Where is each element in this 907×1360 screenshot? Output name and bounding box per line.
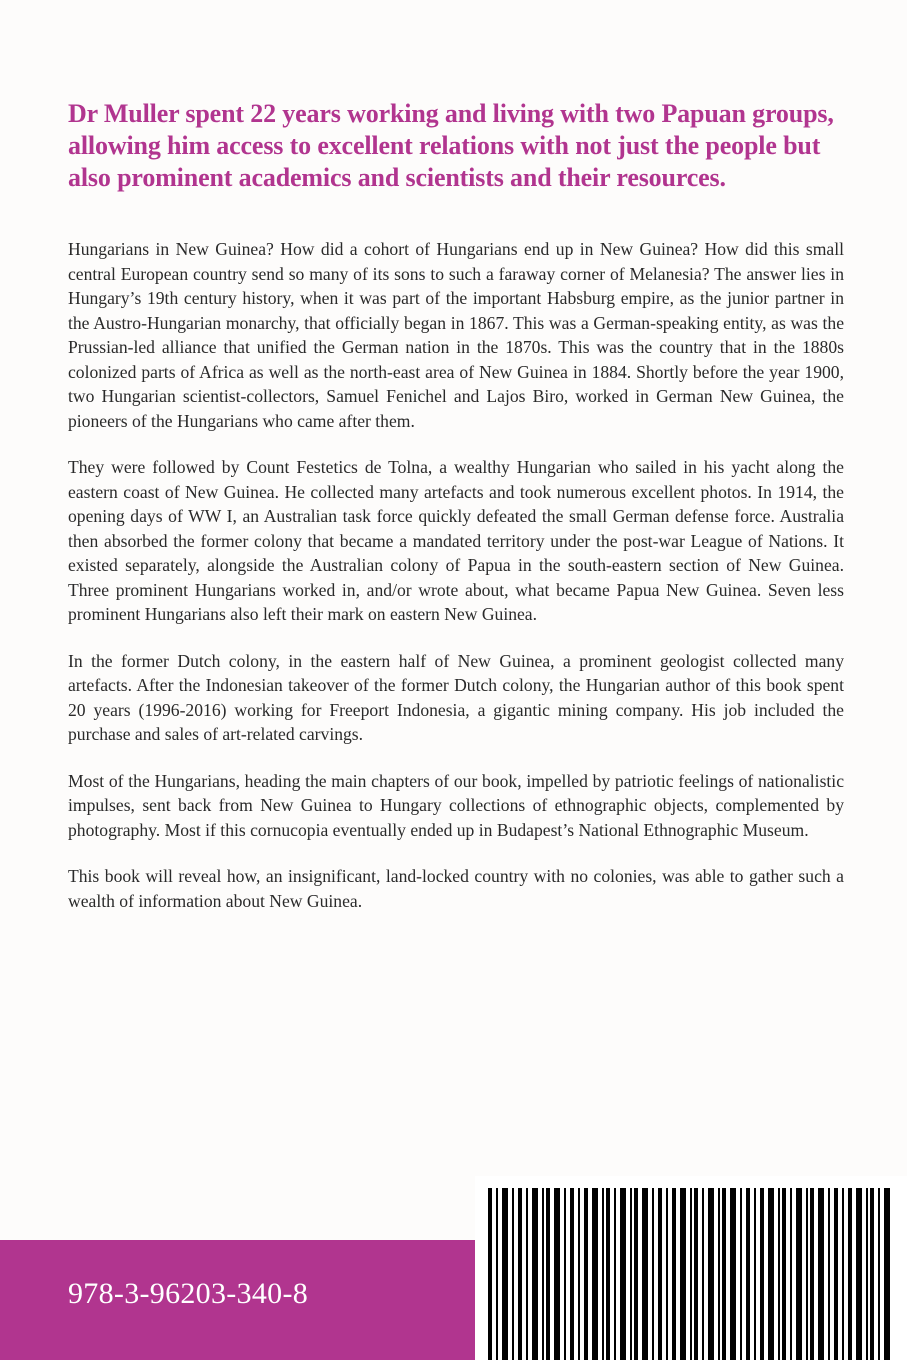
blurb-paragraph: Hungarians in New Guinea? How did a cohort of Hungarians end up in New Guinea? How did this small central European country send so many of its sons to such a faraway corner of Melanesia? The answer lies in Hungary’s 19th century history, when it was part of the important Habsburg empire, as the junior partner in the Austro-Hungarian monarchy, that officially began in 1867. This was a German-speaking entity, as was the Prussian-led alliance that unified the German nation in the 1870s. This was the country that in the 1880s colonized parts of Africa as well as the north-east area of New Guinea in 1884. Shortly before the year 1900, two Hungarian scientist-collectors, Samuel Fenichel and Lajos Biro, worked in German New Guinea, the pioneers of the Hungarians who came after them. (68, 239, 844, 431)
blurb-paragraph: Most of the Hungarians, heading the main chapters of our book, impelled by patriotic feelings of nationalistic impulses, sent back from New Guinea to Hungary collections of ethnographic objects, complemented by photography. Most if this cornucopia eventually ended up in Budapest’s National Ethnographic Museum. (68, 770, 844, 840)
blurb-paragraph: This book will reveal how, an insignificant, land-locked country with no colonies, was able to gather such a wealth of information about New Guinea. (68, 866, 844, 911)
tagline: Dr Muller spent 22 years working and living with two Papuan groups, allowing him access to excellent relations with not just the people but also prominent academics and scientists and their resources. (68, 99, 834, 192)
barcode-icon (488, 1188, 892, 1360)
isbn-number: 978-3-96203-340-8 (68, 1277, 309, 1310)
blurb-paragraph: They were followed by Count Festetics de Tolna, a wealthy Hungarian who sailed in his yacht along the eastern coast of New Guinea. He collected many artefacts and took numerous excellent photos. In 1914, the opening days of WW I, an Australian task force quickly defeated the small German defense force. Australia then absorbed the former colony that became a mandated territory under the post-war League of Nations. It existed separately, alongside the Australian colony of Papua in the south-eastern section of New Guinea. Three prominent Hungarians worked in, and/or wrote about, what became Papua New Guinea. Seven less prominent Hungarians also left their mark on eastern New Guinea. (68, 457, 844, 624)
barcode-panel (475, 1176, 907, 1360)
blurb (68, 237, 844, 935)
blurb-paragraph: In the former Dutch colony, in the eastern half of New Guinea, a prominent geologist collected many artefacts. After the Indonesian takeover of the former Dutch colony, the Hungarian author of this book spent 20 years (1996-2016) working for Freeport Indonesia, a gigantic mining company. His job included the purchase and sales of art-related carvings. (68, 650, 844, 744)
